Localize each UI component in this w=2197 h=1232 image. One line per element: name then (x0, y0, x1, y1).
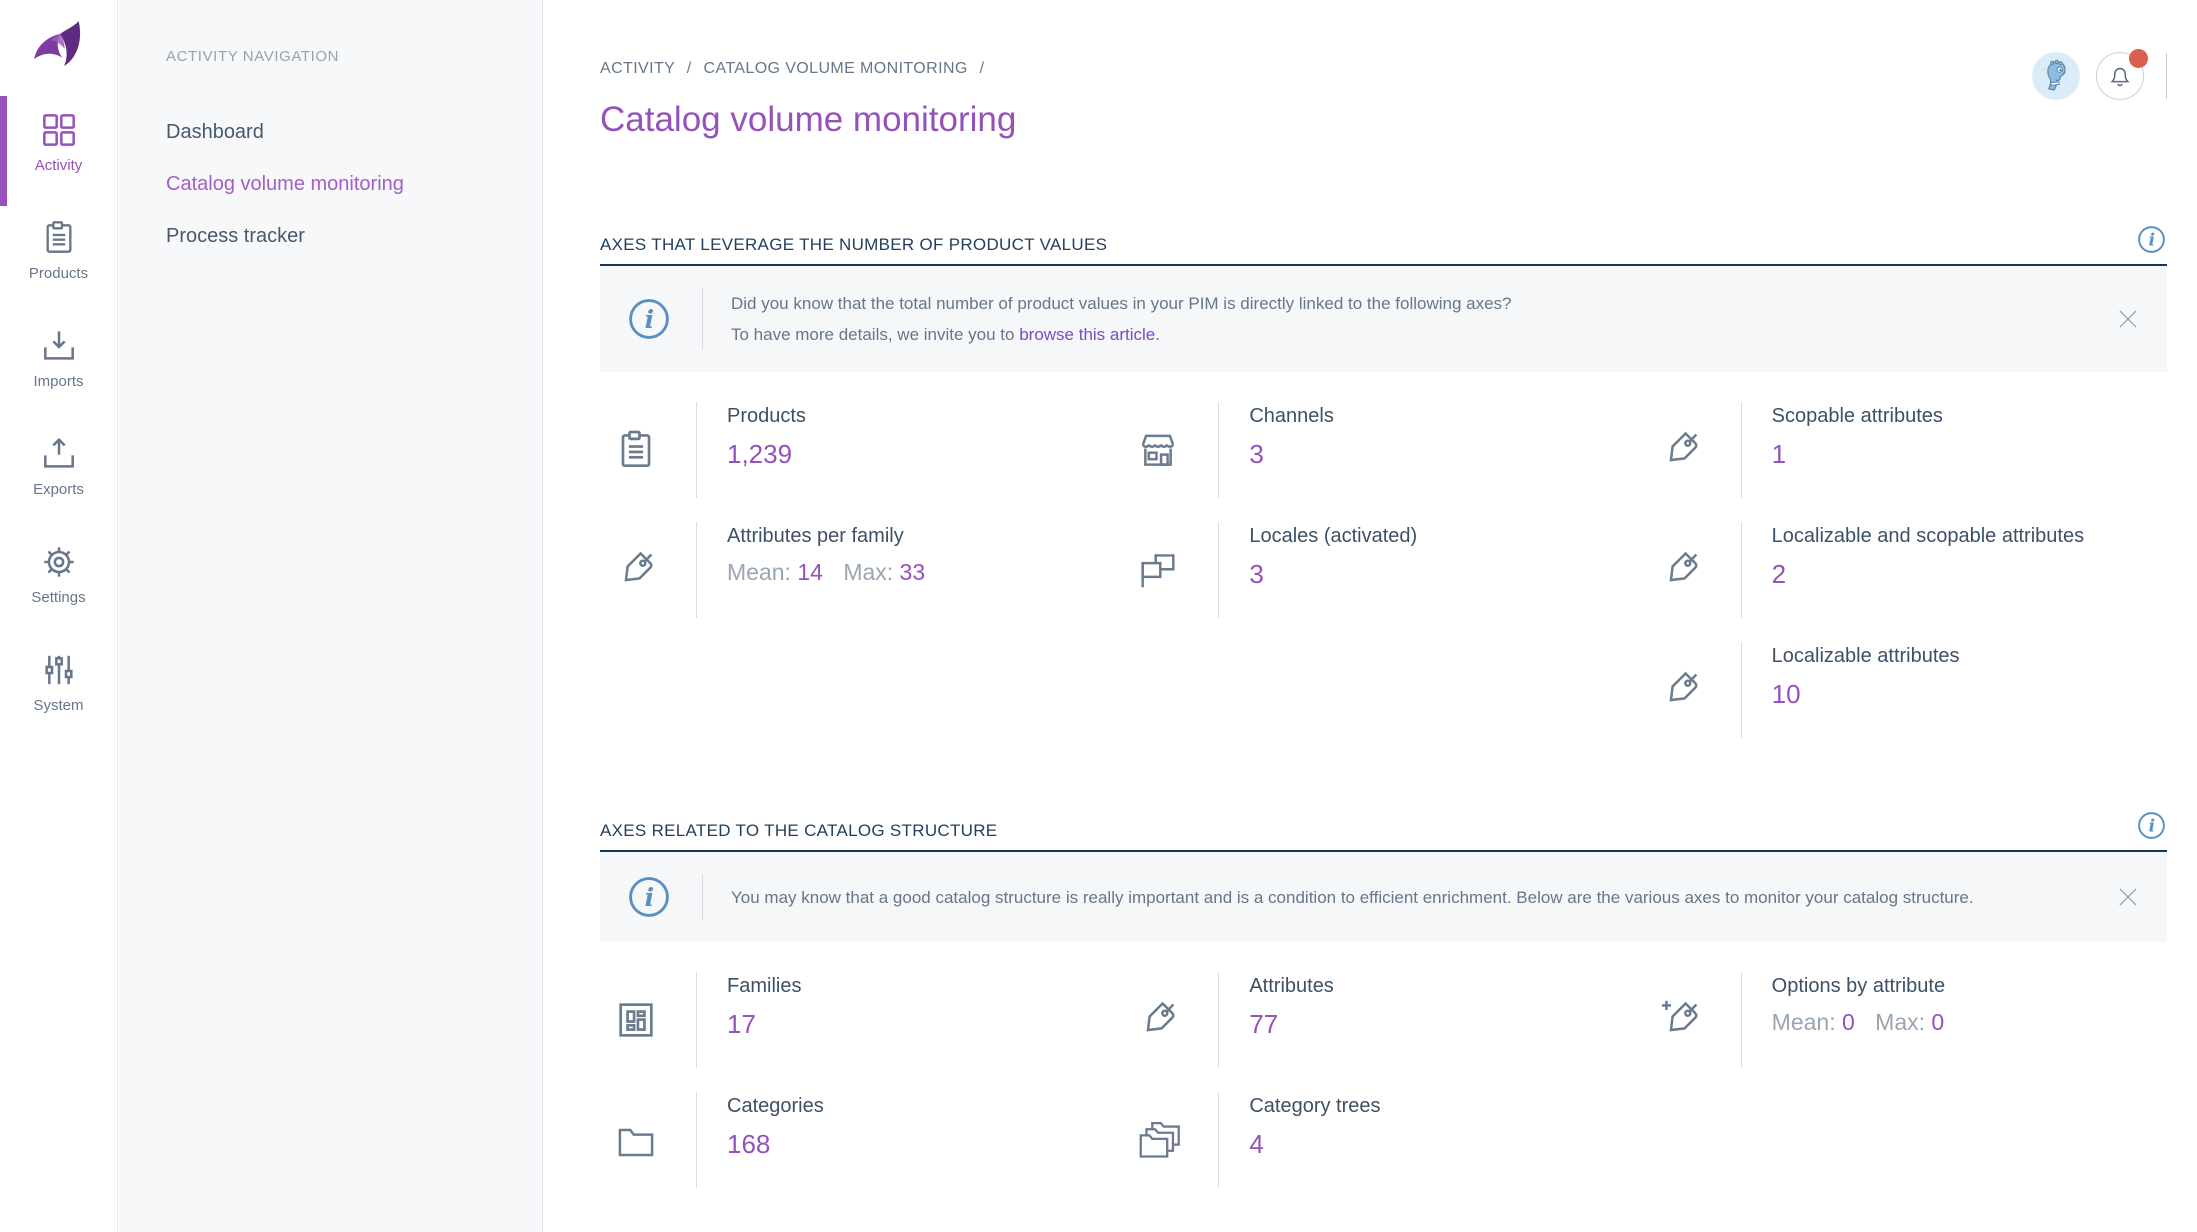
banner-divider (702, 874, 703, 920)
mean-value: 0 (1841, 1009, 1855, 1035)
banner-line1: Did you know that the total number of product values in your PIM is directly linked to the following axes? (731, 294, 1512, 313)
import-icon (39, 326, 79, 366)
folder-icon (613, 1117, 659, 1163)
notifications-button[interactable] (2096, 52, 2144, 100)
sidebar-item-activity[interactable] (0, 110, 117, 192)
nav-panel-title: ACTIVITY NAVIGATION (166, 48, 340, 65)
stat-label: Category trees (1249, 1095, 1381, 1117)
section-product-values (600, 224, 2167, 738)
nav-items (166, 121, 518, 247)
stat-value: 17 (727, 1009, 756, 1039)
info-icon (626, 874, 672, 920)
banner-divider (702, 288, 703, 350)
stat-value: 3 (1249, 439, 1264, 469)
section-info-button[interactable] (2136, 224, 2167, 255)
browse-article-link[interactable]: browse this article (1019, 325, 1156, 344)
nav-item-process-tracker[interactable]: Process tracker (166, 225, 305, 247)
sidebar-item-exports[interactable] (0, 434, 117, 516)
sliders-icon (39, 650, 79, 690)
max-label: Max: (843, 559, 894, 585)
sidebar-item-system[interactable] (0, 650, 117, 732)
breadcrumb-separator: / (686, 60, 692, 77)
stat-card-families (600, 972, 1122, 1068)
shop-icon (1135, 427, 1181, 473)
tag-icon (1658, 547, 1704, 593)
mean-label: Mean: (1771, 1009, 1836, 1035)
clipboard-icon (613, 427, 659, 473)
banner-line1: You may know that a good catalog structure is really important and is a condition to efficient enrichment. Below are the various axes to monitor your catalog structure. (731, 887, 1974, 907)
gear-icon (39, 542, 79, 582)
banner-close-button[interactable] (2115, 884, 2141, 910)
breadcrumb-catalog-volume-monitoring[interactable]: CATALOG VOLUME MONITORING (703, 60, 968, 77)
max-value: 33 (899, 559, 926, 585)
sidebar-item-settings[interactable] (0, 542, 117, 624)
stat-card-localizable-scopable-attributes (1645, 522, 2167, 618)
stat-label: Channels (1249, 405, 1334, 427)
main-content (544, 0, 2197, 1232)
stat-label: Categories (727, 1095, 824, 1117)
info-banner (600, 266, 2167, 372)
close-icon (2115, 306, 2141, 332)
banner-close-button[interactable] (2115, 306, 2141, 332)
icon-sidebar (0, 0, 118, 1232)
stat-value: 3 (1249, 559, 1264, 589)
grid-icon (39, 110, 79, 150)
stat-meanmax (727, 559, 925, 586)
section-info-button[interactable] (2136, 810, 2167, 841)
sidebar-item-label: System (33, 697, 84, 714)
tag-icon (1658, 427, 1704, 473)
section-title: AXES RELATED TO THE CATALOG STRUCTURE (600, 821, 998, 840)
stat-value: 1,239 (727, 439, 793, 469)
clipboard-icon (39, 218, 79, 258)
stat-card-channels (1122, 402, 1644, 498)
stat-value: 10 (1771, 679, 1801, 709)
stat-value: 2 (1771, 559, 1787, 589)
info-icon (2136, 810, 2167, 841)
stat-card-categories (600, 1092, 1122, 1188)
banner-text (731, 288, 2091, 350)
breadcrumb (600, 0, 2167, 78)
max-label: Max: (1875, 1009, 1926, 1035)
banner-line2 (731, 319, 2091, 350)
topbar (2032, 52, 2167, 100)
max-value: 0 (1931, 1009, 1945, 1035)
info-icon (626, 296, 672, 342)
stat-value: 77 (1249, 1009, 1279, 1039)
stat-card-locales (1122, 522, 1644, 618)
stat-label: Localizable attributes (1771, 645, 1960, 667)
stat-label: Options by attribute (1771, 975, 1946, 997)
nav-item-dashboard[interactable]: Dashboard (166, 121, 264, 143)
sidebar-item-imports[interactable] (0, 326, 117, 408)
akeneo-logo-icon (26, 17, 92, 83)
stat-card-attributes (1122, 972, 1644, 1068)
sidebar-item-label: Settings (31, 589, 86, 606)
families-icon (613, 997, 659, 1043)
akeneo-logo[interactable] (23, 14, 95, 86)
breadcrumb-separator: / (979, 60, 985, 77)
flags-icon (1135, 547, 1181, 593)
stat-value: 4 (1249, 1129, 1264, 1159)
banner-line2-pre: To have more details, we invite you to (731, 325, 1020, 344)
banner-line2-post: . (1155, 325, 1160, 344)
stat-label: Scopable attributes (1771, 405, 1943, 427)
stat-card-localizable-attributes (1645, 642, 2167, 738)
sidebar-item-label: Activity (34, 157, 83, 174)
section-catalog-structure (600, 810, 2167, 1188)
mean-value: 14 (797, 559, 823, 585)
tag-icon (1135, 997, 1181, 1043)
sidebar-item-label: Exports (33, 481, 84, 498)
mean-label: Mean: (727, 559, 791, 585)
stat-card-category-trees (1122, 1092, 1644, 1188)
stat-value: 168 (727, 1129, 771, 1159)
folders-stack-icon (1135, 1117, 1181, 1163)
bell-icon (2106, 62, 2134, 90)
stat-cards-grid (600, 972, 2167, 1188)
stat-card-scopable-attributes (1645, 402, 2167, 498)
stat-card-options-by-attribute (1645, 972, 2167, 1068)
stat-label: Localizable and scopable attributes (1771, 525, 2085, 547)
user-avatar[interactable] (2032, 52, 2080, 100)
main-nav (0, 110, 117, 758)
stat-label: Attributes per family (727, 525, 904, 547)
ziggy-avatar-icon (2032, 52, 2080, 100)
breadcrumb-activity[interactable]: ACTIVITY (600, 60, 675, 77)
tag-plus-icon (1658, 997, 1704, 1043)
close-icon (2115, 884, 2141, 910)
notification-badge (2129, 49, 2148, 68)
nav-item-catalog-volume-monitoring[interactable]: Catalog volume monitoring (166, 173, 404, 195)
sidebar-item-label: Products (28, 265, 89, 282)
stat-cards-grid (600, 402, 2167, 738)
sidebar-item-label: Imports (33, 373, 84, 390)
info-icon (2136, 224, 2167, 255)
stat-card-products (600, 402, 1122, 498)
section-title: AXES THAT LEVERAGE THE NUMBER OF PRODUCT VALUES (600, 235, 1108, 254)
page-title: Catalog volume monitoring (600, 100, 1017, 139)
stat-label: Attributes (1249, 975, 1334, 997)
sidebar-item-products[interactable] (0, 218, 117, 300)
stat-label: Locales (activated) (1249, 525, 1418, 547)
stat-value: 1 (1771, 439, 1787, 469)
activity-nav-panel (119, 0, 543, 1232)
info-banner (600, 852, 2167, 942)
stat-meanmax (1772, 1009, 1945, 1036)
tag-icon (613, 547, 659, 593)
stat-card-attributes-per-family (600, 522, 1122, 618)
tag-icon (1658, 667, 1704, 713)
topbar-divider (2166, 53, 2167, 99)
banner-text (731, 882, 2091, 913)
stat-label: Families (727, 975, 802, 997)
stat-label: Products (727, 405, 806, 427)
export-icon (39, 434, 79, 474)
